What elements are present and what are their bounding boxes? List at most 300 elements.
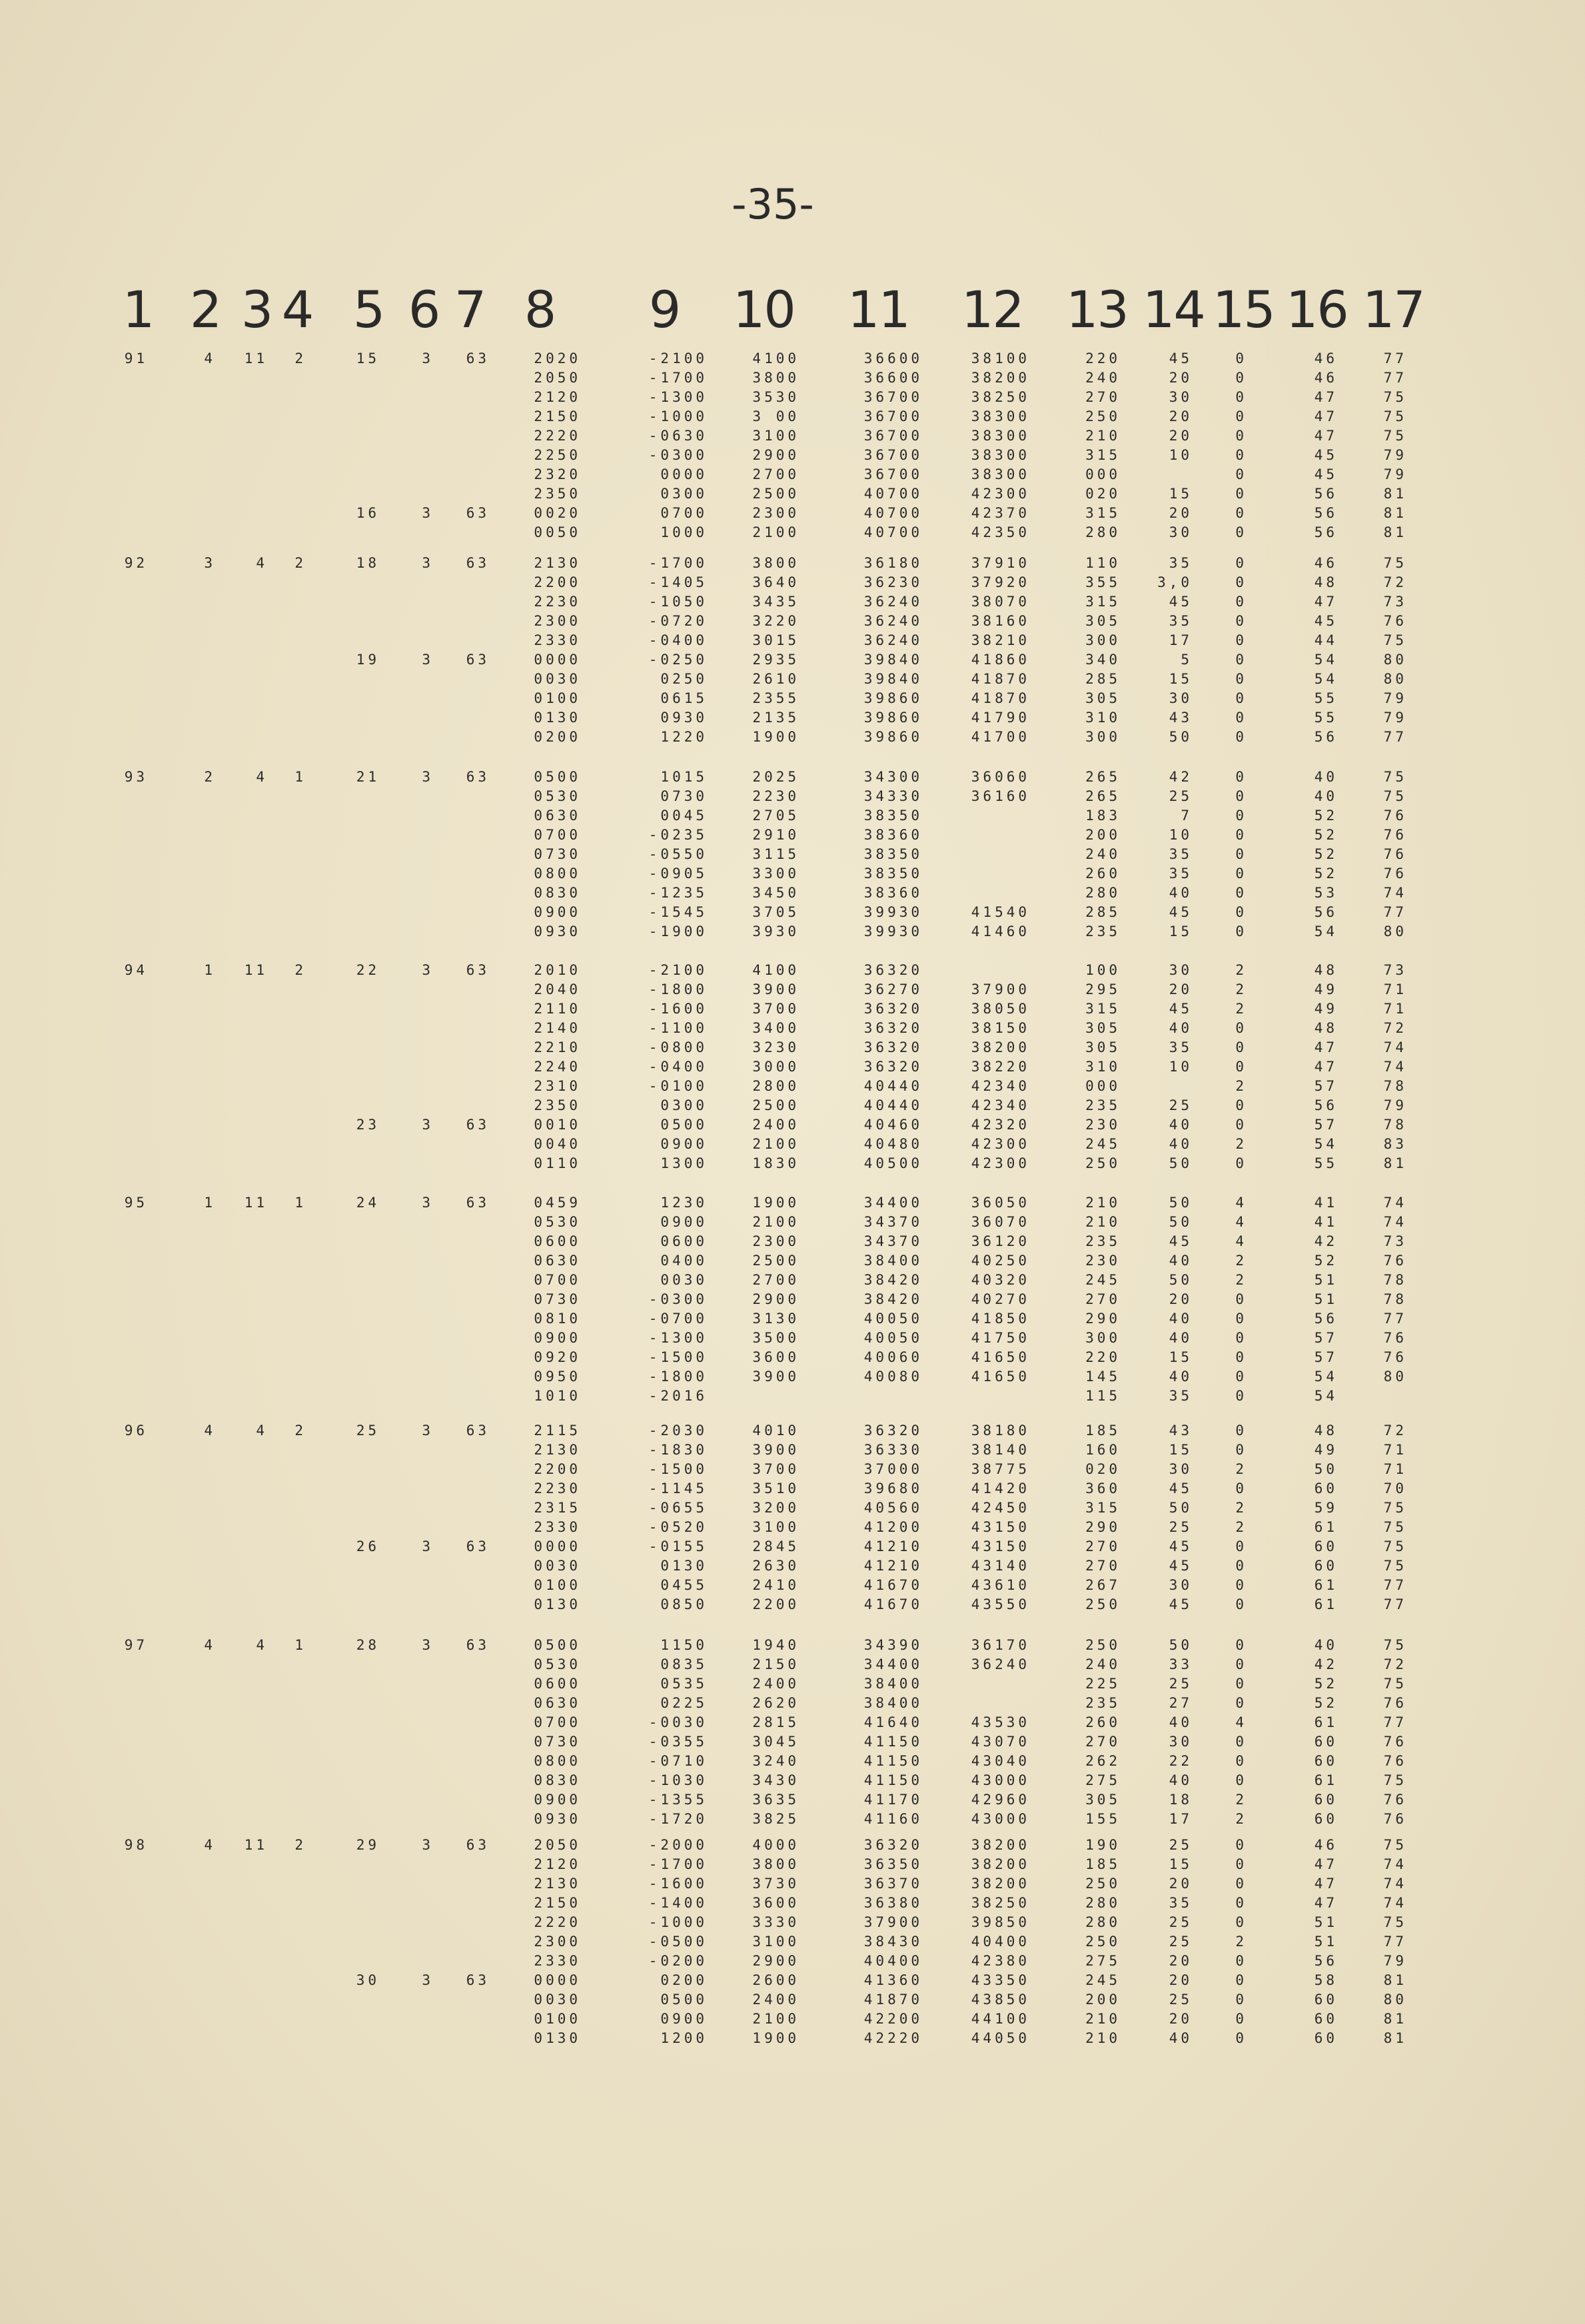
cell-c17: 76 (1383, 846, 1407, 862)
cell-c13: 275 (1085, 1953, 1121, 1969)
cell-c15: 0 (1235, 1837, 1247, 1853)
cell-c16: 46 (1314, 555, 1338, 571)
cell-c12: 43150 (971, 1519, 1030, 1535)
cell-c14: 45 (1169, 904, 1193, 920)
cell-c10: 3400 (752, 1020, 799, 1036)
cell-c16: 54 (1314, 1388, 1338, 1404)
cell-c10: 3640 (752, 574, 799, 590)
cell-c9: 0900 (660, 2011, 708, 2027)
cell-c15: 0 (1235, 652, 1247, 668)
column-header-14: 14 (1143, 280, 1205, 339)
cell-c10: 2200 (752, 1596, 799, 1612)
cell-c14: 25 (1169, 1837, 1193, 1853)
cell-c9: 1150 (660, 1637, 708, 1653)
cell-c11: 41150 (863, 1734, 923, 1750)
cell-c13: 210 (1085, 2030, 1121, 2046)
cell-c15: 0 (1235, 1538, 1247, 1554)
cell-c16: 60 (1314, 1558, 1338, 1574)
cell-c11: 34300 (863, 769, 923, 785)
column-header-1: 1 (122, 280, 154, 339)
cell-c9: -1400 (648, 1895, 708, 1911)
table-row (0, 1096, 1585, 1115)
cell-c15: 0 (1235, 524, 1247, 540)
cell-c11: 40440 (863, 1078, 923, 1094)
cell-c12: 38200 (971, 1837, 1030, 1853)
column-header-15: 15 (1213, 280, 1275, 339)
cell-c17: 73 (1383, 594, 1407, 610)
table-row (0, 806, 1585, 826)
cell-c14: 45 (1169, 1538, 1193, 1554)
cell-c10: 3900 (752, 1442, 799, 1458)
cell-c15: 0 (1235, 1972, 1247, 1988)
cell-c17: 75 (1383, 389, 1407, 405)
cell-c9: -1800 (648, 981, 708, 997)
cell-c13: 155 (1085, 1811, 1121, 1827)
cell-c9: -1800 (648, 1369, 708, 1385)
cell-c6: 3 (422, 350, 434, 366)
cell-c16: 57 (1314, 1078, 1338, 1094)
cell-c9: -1545 (648, 904, 708, 920)
cell-c13: 305 (1085, 1020, 1121, 1036)
cell-c13: 267 (1085, 1577, 1121, 1593)
table-row (0, 883, 1585, 903)
cell-c13: 245 (1085, 1272, 1121, 1288)
table-row (0, 1251, 1585, 1271)
cell-c9: -2030 (648, 1423, 708, 1439)
cell-c12: 44050 (971, 2030, 1030, 2046)
cell-c11: 36320 (863, 1039, 923, 1055)
cell-c3: 4 (256, 769, 268, 785)
cell-c11: 40460 (863, 1117, 923, 1133)
cell-c15: 2 (1235, 1253, 1247, 1269)
cell-c10: 3930 (752, 923, 799, 939)
table-row (0, 1498, 1585, 1518)
table-row (0, 922, 1585, 941)
cell-c1: 96 (124, 1423, 148, 1439)
cell-c11: 41170 (863, 1792, 923, 1808)
cell-c13: 185 (1085, 1423, 1121, 1439)
cell-c9: -0235 (648, 827, 708, 843)
table-row (0, 1636, 1585, 1655)
cell-c9: -1405 (648, 574, 708, 590)
cell-c15: 0 (1235, 574, 1247, 590)
cell-c16: 46 (1314, 1837, 1338, 1853)
cell-c8: 2330 (534, 632, 581, 648)
cell-c1: 97 (124, 1637, 148, 1653)
cell-c12: 41870 (971, 690, 1030, 706)
cell-c16: 61 (1314, 1519, 1338, 1535)
cell-c9: -1600 (648, 1001, 708, 1017)
cell-c12: 42370 (971, 505, 1030, 521)
cell-c5: 28 (356, 1637, 380, 1653)
cell-c9: 0000 (660, 466, 708, 482)
cell-c14: 43 (1169, 710, 1193, 726)
cell-c10: 2100 (752, 1214, 799, 1230)
cell-c12: 43040 (971, 1753, 1030, 1769)
cell-c13: 250 (1085, 1934, 1121, 1950)
cell-c16: 54 (1314, 923, 1338, 939)
cell-c10: 3430 (752, 1772, 799, 1788)
cell-c16: 54 (1314, 1369, 1338, 1385)
cell-c17: 71 (1383, 981, 1407, 997)
cell-c11: 36700 (863, 389, 923, 405)
cell-c15: 0 (1235, 690, 1247, 706)
cell-c8: 2300 (534, 1934, 581, 1950)
cell-c11: 36180 (863, 555, 923, 571)
cell-c10: 3530 (752, 389, 799, 405)
cell-c15: 0 (1235, 1059, 1247, 1075)
cell-c13: 270 (1085, 389, 1121, 405)
cell-c13: 300 (1085, 1330, 1121, 1346)
cell-c17: 75 (1383, 408, 1407, 424)
cell-c11: 36320 (863, 1423, 923, 1439)
cell-c11: 42220 (863, 2030, 923, 2046)
cell-c6: 3 (422, 1972, 434, 1988)
cell-c9: -0720 (648, 613, 708, 629)
cell-c10: 2025 (752, 769, 799, 785)
cell-c15: 0 (1235, 466, 1247, 482)
cell-c11: 40050 (863, 1311, 923, 1327)
cell-c8: 0630 (534, 808, 581, 824)
cell-c10: 3200 (752, 1500, 799, 1516)
cell-c10: 3000 (752, 1059, 799, 1075)
cell-c13: 260 (1085, 1714, 1121, 1730)
cell-c13: 290 (1085, 1311, 1121, 1327)
cell-c16: 61 (1314, 1577, 1338, 1593)
cell-c10: 4000 (752, 1837, 799, 1853)
cell-c14: 50 (1169, 1195, 1193, 1211)
cell-c13: 265 (1085, 769, 1121, 785)
cell-c5: 21 (356, 769, 380, 785)
cell-c9: 1220 (660, 729, 708, 745)
cell-c17: 75 (1383, 769, 1407, 785)
cell-c12: 36060 (971, 769, 1030, 785)
cell-c4: 2 (294, 555, 306, 571)
cell-c17: 78 (1383, 1291, 1407, 1307)
cell-c13: 240 (1085, 370, 1121, 386)
cell-c6: 3 (422, 652, 434, 668)
cell-c7: 63 (466, 1972, 490, 1988)
cell-c9: -1500 (648, 1461, 708, 1477)
cell-c15: 0 (1235, 408, 1247, 424)
cell-c8: 2130 (534, 1442, 581, 1458)
cell-c13: 285 (1085, 671, 1121, 687)
cell-c10: 3100 (752, 1934, 799, 1950)
cell-c10: 4100 (752, 350, 799, 366)
cell-c9: 0730 (660, 788, 708, 804)
cell-c11: 39840 (863, 652, 923, 668)
cell-c8: 2300 (534, 613, 581, 629)
cell-c8: 2250 (534, 447, 581, 463)
table-row (0, 1913, 1585, 1932)
cell-c16: 60 (1314, 1811, 1338, 1827)
cell-c8: 0930 (534, 923, 581, 939)
cell-c17: 72 (1383, 1020, 1407, 1036)
cell-c13: 210 (1085, 428, 1121, 444)
cell-c17: 74 (1383, 1195, 1407, 1211)
cell-c11: 38400 (863, 1695, 923, 1711)
cell-c10: 2400 (752, 1992, 799, 2008)
cell-c16: 56 (1314, 486, 1338, 502)
cell-c15: 0 (1235, 486, 1247, 502)
cell-c11: 37000 (863, 1461, 923, 1477)
cell-c8: 2330 (534, 1519, 581, 1535)
cell-c11: 41160 (863, 1811, 923, 1827)
cell-c16: 54 (1314, 652, 1338, 668)
cell-c8: 0600 (534, 1233, 581, 1249)
cell-c12: 42450 (971, 1500, 1030, 1516)
cell-c11: 36330 (863, 1442, 923, 1458)
cell-c13: 185 (1085, 1856, 1121, 1872)
cell-c8: 2240 (534, 1059, 581, 1075)
cell-c10: 3600 (752, 1895, 799, 1911)
cell-c16: 42 (1314, 1656, 1338, 1672)
cell-c16: 56 (1314, 1311, 1338, 1327)
table-row (0, 554, 1585, 573)
cell-c13: 355 (1085, 574, 1121, 590)
cell-c11: 34400 (863, 1195, 923, 1211)
cell-c15: 0 (1235, 885, 1247, 901)
cell-c9: -1300 (648, 1330, 708, 1346)
cell-c1: 91 (124, 350, 148, 366)
cell-c8: 0700 (534, 827, 581, 843)
cell-c14: 35 (1169, 866, 1193, 881)
cell-c16: 46 (1314, 370, 1338, 386)
cell-c8: 2130 (534, 555, 581, 571)
cell-c16: 48 (1314, 962, 1338, 978)
cell-c9: -1830 (648, 1442, 708, 1458)
cell-c13: 100 (1085, 962, 1121, 978)
cell-c14: 25 (1169, 1914, 1193, 1930)
cell-c9: -1000 (648, 408, 708, 424)
table-row (0, 1367, 1585, 1387)
cell-c8: 1010 (534, 1388, 581, 1404)
table-row (0, 1387, 1585, 1406)
cell-c9: -0100 (648, 1078, 708, 1094)
table-row (0, 864, 1585, 883)
cell-c16: 45 (1314, 613, 1338, 629)
cell-c9: -0155 (648, 1538, 708, 1554)
cell-c16: 56 (1314, 505, 1338, 521)
cell-c10: 2845 (752, 1538, 799, 1554)
cell-c16: 41 (1314, 1214, 1338, 1230)
cell-c6: 3 (422, 1538, 434, 1554)
cell-c10: 2400 (752, 1676, 799, 1692)
cell-c9: -0630 (648, 428, 708, 444)
cell-c12: 43350 (971, 1972, 1030, 1988)
cell-c13: 190 (1085, 1837, 1121, 1853)
cell-c12: 43850 (971, 1992, 1030, 2008)
cell-c11: 41210 (863, 1558, 923, 1574)
cell-c9: -0400 (648, 632, 708, 648)
cell-c9: -0710 (648, 1753, 708, 1769)
table-row (0, 1556, 1585, 1576)
cell-c16: 48 (1314, 1423, 1338, 1439)
cell-c12: 38140 (971, 1442, 1030, 1458)
cell-c9: -2100 (648, 350, 708, 366)
cell-c4: 1 (294, 769, 306, 785)
cell-c10: 3825 (752, 1811, 799, 1827)
cell-c13: 305 (1085, 1792, 1121, 1808)
cell-c12: 41460 (971, 923, 1030, 939)
cell-c11: 40500 (863, 1155, 923, 1171)
cell-c8: 0110 (534, 1155, 581, 1171)
cell-c14: 35 (1169, 1388, 1193, 1404)
cell-c10: 2230 (752, 788, 799, 804)
cell-c13: 285 (1085, 904, 1121, 920)
cell-c14: 20 (1169, 1291, 1193, 1307)
column-header-13: 13 (1066, 280, 1128, 339)
cell-c15: 2 (1235, 1792, 1247, 1808)
cell-c9: -0400 (648, 1059, 708, 1075)
cell-c16: 47 (1314, 594, 1338, 610)
cell-c15: 0 (1235, 1734, 1247, 1750)
cell-c14: 15 (1169, 671, 1193, 687)
cell-c15: 0 (1235, 428, 1247, 444)
table-row (0, 1874, 1585, 1894)
cell-c10: 2300 (752, 1233, 799, 1249)
cell-c17: 80 (1383, 1992, 1407, 2008)
cell-c9: -1030 (648, 1772, 708, 1788)
cell-c14: 10 (1169, 1059, 1193, 1075)
cell-c16: 40 (1314, 1637, 1338, 1653)
cell-c12: 38250 (971, 1895, 1030, 1911)
cell-c9: 0835 (660, 1656, 708, 1672)
cell-c11: 41200 (863, 1519, 923, 1535)
cell-c15: 0 (1235, 594, 1247, 610)
cell-c13: 270 (1085, 1538, 1121, 1554)
cell-c8: 0630 (534, 1695, 581, 1711)
cell-c7: 63 (466, 1423, 490, 1439)
cell-c14: 50 (1169, 1500, 1193, 1516)
cell-c17: 70 (1383, 1480, 1407, 1496)
cell-c13: 265 (1085, 788, 1121, 804)
cell-c17: 74 (1383, 1214, 1407, 1230)
table-row (0, 1894, 1585, 1913)
cell-c12: 38200 (971, 1856, 1030, 1872)
cell-c1: 98 (124, 1837, 148, 1853)
cell-c13: 315 (1085, 1500, 1121, 1516)
cell-c12: 38100 (971, 350, 1030, 366)
cell-c14: 25 (1169, 1676, 1193, 1692)
table-row (0, 1537, 1585, 1556)
cell-c14: 25 (1169, 1097, 1193, 1113)
cell-c11: 36370 (863, 1876, 923, 1892)
cell-c9: 1200 (660, 2030, 708, 2046)
cell-c12: 38200 (971, 370, 1030, 386)
cell-c15: 2 (1235, 962, 1247, 978)
cell-c5: 16 (356, 505, 380, 521)
cell-c15: 0 (1235, 389, 1247, 405)
cell-c14: 27 (1169, 1695, 1193, 1711)
cell-c13: 280 (1085, 1914, 1121, 1930)
cell-c17: 73 (1383, 962, 1407, 978)
cell-c13: 305 (1085, 690, 1121, 706)
cell-c8: 2230 (534, 594, 581, 610)
cell-c17: 75 (1383, 1558, 1407, 1574)
cell-c13: 210 (1085, 2011, 1121, 2027)
cell-c8: 0800 (534, 866, 581, 881)
cell-c9: 0850 (660, 1596, 708, 1612)
cell-c14: 40 (1169, 1311, 1193, 1327)
cell-c15: 0 (1235, 1480, 1247, 1496)
cell-c16: 56 (1314, 904, 1338, 920)
cell-c11: 39860 (863, 710, 923, 726)
cell-c6: 3 (422, 962, 434, 978)
cell-c9: -2100 (648, 962, 708, 978)
column-header-4: 4 (281, 280, 313, 339)
cell-c17: 74 (1383, 1876, 1407, 1892)
cell-c10: 3100 (752, 1519, 799, 1535)
cell-c9: -1050 (648, 594, 708, 610)
cell-c15: 0 (1235, 827, 1247, 843)
cell-c17: 77 (1383, 370, 1407, 386)
cell-c14: 40 (1169, 2030, 1193, 2046)
table-row (0, 670, 1585, 689)
cell-c8: 2200 (534, 1461, 581, 1477)
cell-c10: 2815 (752, 1714, 799, 1730)
cell-c12: 40270 (971, 1291, 1030, 1307)
cell-c9: 1230 (660, 1195, 708, 1211)
cell-c17: 80 (1383, 923, 1407, 939)
cell-c11: 36270 (863, 981, 923, 997)
cell-c8: 0930 (534, 1811, 581, 1827)
cell-c16: 49 (1314, 1001, 1338, 1017)
cell-c12: 43150 (971, 1538, 1030, 1554)
cell-c14: 45 (1169, 1558, 1193, 1574)
cell-c5: 18 (356, 555, 380, 571)
table-row (0, 1655, 1585, 1674)
cell-c11: 36320 (863, 1020, 923, 1036)
cell-c10: 2100 (752, 1136, 799, 1152)
cell-c17: 75 (1383, 1538, 1407, 1554)
cell-c9: -1720 (648, 1811, 708, 1827)
cell-c11: 39840 (863, 671, 923, 687)
cell-c15: 0 (1235, 1311, 1247, 1327)
cell-c10: 2100 (752, 524, 799, 540)
cell-c11: 38350 (863, 866, 923, 881)
cell-c4: 2 (294, 350, 306, 366)
cell-c6: 3 (422, 769, 434, 785)
cell-c17: 76 (1383, 1753, 1407, 1769)
cell-c16: 40 (1314, 788, 1338, 804)
cell-c14: 20 (1169, 408, 1193, 424)
cell-c12: 43550 (971, 1596, 1030, 1612)
cell-c14: 20 (1169, 428, 1193, 444)
cell-c7: 63 (466, 1117, 490, 1133)
cell-c9: -1000 (648, 1914, 708, 1930)
cell-c11: 41210 (863, 1538, 923, 1554)
cell-c16: 45 (1314, 466, 1338, 482)
cell-c4: 1 (294, 1637, 306, 1653)
cell-c12: 41860 (971, 652, 1030, 668)
cell-c10: 3300 (752, 866, 799, 881)
table-row (0, 388, 1585, 407)
cell-c11: 36240 (863, 594, 923, 610)
cell-c17: 81 (1383, 524, 1407, 540)
cell-c15: 0 (1235, 1097, 1247, 1113)
cell-c16: 55 (1314, 1155, 1338, 1171)
cell-c16: 52 (1314, 846, 1338, 862)
cell-c15: 0 (1235, 1895, 1247, 1911)
cell-c10: 2700 (752, 466, 799, 482)
cell-c17: 81 (1383, 486, 1407, 502)
cell-c16: 60 (1314, 1753, 1338, 1769)
cell-c16: 49 (1314, 981, 1338, 997)
cell-c17: 77 (1383, 1577, 1407, 1593)
cell-c8: 0459 (534, 1195, 581, 1211)
cell-c10: 3900 (752, 981, 799, 997)
